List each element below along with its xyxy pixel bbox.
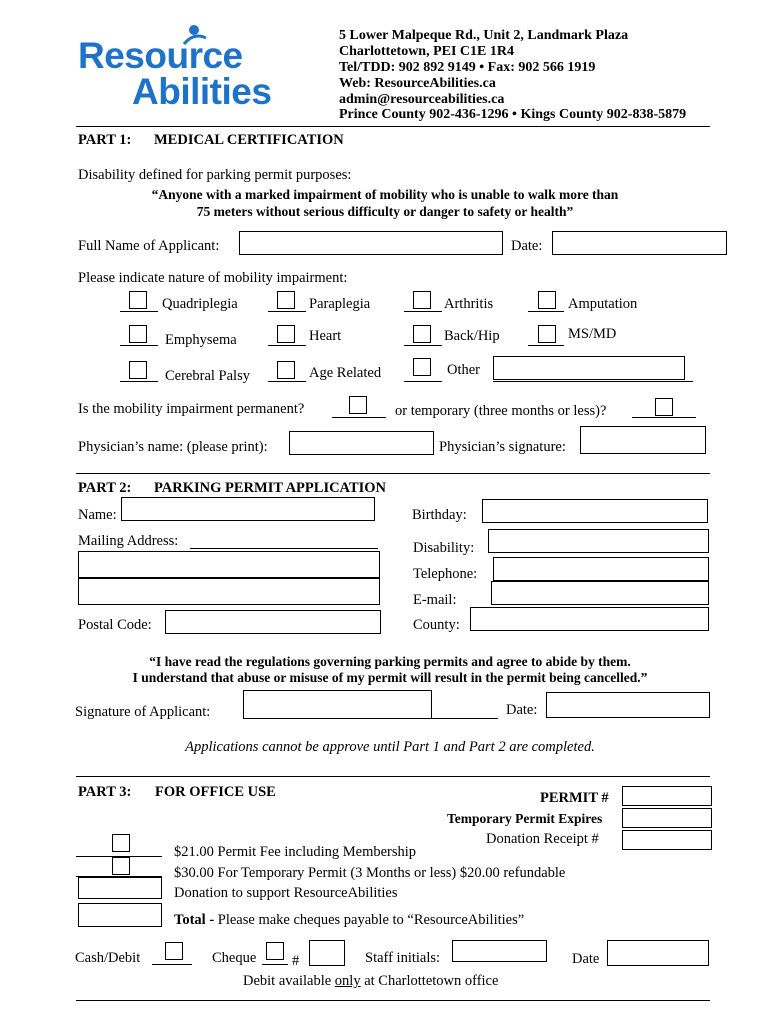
donation-receipt-input[interactable]: [622, 830, 712, 850]
cerebral-palsy-label: Cerebral Palsy: [165, 368, 250, 384]
nature-prompt: Please indicate nature of mobility impairment:: [78, 270, 348, 286]
staff-initials-label: Staff initials:: [365, 950, 441, 966]
cheque-number-input[interactable]: [309, 940, 345, 966]
mailing-address-label: Mailing Address:: [78, 533, 179, 549]
disability-input[interactable]: [488, 529, 709, 553]
part2-divider: [76, 776, 710, 777]
debit-note: Debit available only at Charlottetown office: [243, 973, 499, 989]
definition-quote-line2: 75 meters without serious difficulty or danger to safety or health”: [196, 204, 574, 219]
staff-initials-input[interactable]: [452, 940, 547, 962]
back-hip-label: Back/Hip: [444, 328, 500, 344]
applicant-date-input[interactable]: [546, 692, 710, 718]
total-line: [174, 912, 524, 929]
full-name-input[interactable]: [239, 231, 503, 255]
part1-number: PART 1:: [78, 132, 132, 148]
other-specify-input[interactable]: [493, 356, 685, 380]
name-input[interactable]: [121, 497, 375, 521]
arthritis-checkbox[interactable]: [413, 291, 431, 309]
paraplegia-checkbox[interactable]: [277, 291, 295, 309]
office-date-label: Date: [572, 951, 600, 967]
temp-expires-label: Temporary Permit Expires: [447, 811, 603, 826]
heart-label: Heart: [309, 328, 342, 344]
website: Web: ResourceAbilities.ca: [339, 76, 496, 91]
agreement-line2: I understand that abuse or misuse of my permit will result in the permit being cancelled.”: [132, 670, 648, 685]
part3-title: FOR OFFICE USE: [155, 784, 276, 800]
permit-number-label: PERMIT #: [540, 790, 609, 806]
temporary-fee-label: $30.00 For Temporary Permit (3 Months or less) $20.00 refundable: [174, 865, 566, 881]
mailing-address-line2-input[interactable]: [78, 578, 380, 605]
birthday-input[interactable]: [482, 499, 708, 523]
county-label: County:: [413, 617, 460, 633]
telephone-label: Telephone:: [413, 566, 478, 582]
birthday-label: Birthday:: [412, 507, 467, 523]
other-label: Other: [447, 362, 481, 378]
cash-debit-checkbox[interactable]: [165, 942, 183, 960]
telephone-input[interactable]: [493, 557, 709, 581]
permanent-question: Is the mobility impairment permanent?: [78, 401, 305, 417]
emphysema-label: Emphysema: [165, 332, 237, 348]
quadriplegia-checkbox[interactable]: [129, 291, 147, 309]
part1-date-label: Date:: [511, 238, 543, 254]
ms-md-label: MS/MD: [568, 326, 617, 342]
agreement-line1: “I have read the regulations governing parking permits and agree to abide by them.: [149, 654, 631, 669]
email-input[interactable]: [491, 581, 709, 605]
cheque-checkbox[interactable]: [266, 942, 284, 960]
physician-signature-label: Physician’s signature:: [439, 439, 566, 455]
address-line2: Charlottetown, PEI C1E 1R4: [339, 44, 514, 59]
age-related-label: Age Related: [309, 365, 382, 381]
header-divider: [76, 126, 710, 127]
heart-checkbox[interactable]: [277, 325, 295, 343]
other-checkbox[interactable]: [413, 358, 431, 376]
full-name-label: Full Name of Applicant:: [78, 238, 220, 254]
part2-title: PARKING PERMIT APPLICATION: [154, 480, 387, 496]
part2-number: PART 2:: [78, 480, 132, 496]
total-instruction: Please make cheques payable to “ResourceAbilities”: [214, 912, 525, 928]
name-label: Name:: [78, 507, 117, 523]
donation-label: Donation to support ResourceAbilities: [174, 885, 398, 901]
age-related-checkbox[interactable]: [277, 361, 295, 379]
office-date-input[interactable]: [607, 940, 709, 966]
postal-code-label: Postal Code:: [78, 617, 152, 633]
emphysema-checkbox[interactable]: [129, 325, 147, 343]
person-icon: [180, 24, 210, 46]
logo: [78, 24, 288, 114]
logo-line2: Abilities: [132, 71, 272, 112]
quadriplegia-label: Quadriplegia: [162, 296, 238, 312]
donation-receipt-label: Donation Receipt #: [486, 831, 599, 847]
disability-label: Disability:: [413, 540, 475, 556]
physician-name-input[interactable]: [289, 431, 434, 455]
applicant-signature-input[interactable]: [243, 690, 432, 719]
email-label: E-mail:: [413, 592, 457, 608]
physician-name-label: Physician’s name: (please print):: [78, 439, 268, 455]
permit-number-input[interactable]: [622, 786, 712, 806]
debit-only: only: [334, 973, 361, 989]
footer-divider: [76, 1000, 710, 1001]
total-amount-input[interactable]: [78, 903, 162, 927]
part1-date-input[interactable]: [552, 231, 727, 255]
arthritis-label: Arthritis: [444, 296, 494, 312]
email-address: admin@resourceabilities.ca: [339, 92, 505, 107]
permit-fee-checkbox[interactable]: [112, 834, 130, 852]
definition-intro: Disability defined for parking permit purposes:: [78, 167, 352, 183]
donation-amount-input[interactable]: [78, 877, 162, 899]
completion-notice: Applications cannot be approve until Part 1 and Part 2 are completed.: [185, 739, 595, 755]
address-line1: 5 Lower Malpeque Rd., Unit 2, Landmark Plaza: [339, 28, 629, 43]
ms-md-checkbox[interactable]: [538, 325, 556, 343]
amputation-label: Amputation: [568, 296, 638, 312]
temporary-checkbox[interactable]: [655, 398, 673, 416]
mailing-address-line1-input[interactable]: [78, 551, 380, 578]
temporary-question: or temporary (three months or less)?: [395, 403, 607, 419]
part1-title: MEDICAL CERTIFICATION: [154, 132, 344, 148]
cheque-hash: #: [292, 953, 300, 969]
permanent-checkbox[interactable]: [349, 396, 367, 414]
applicant-signature-label: Signature of Applicant:: [75, 704, 211, 720]
phone-fax: Tel/TDD: 902 892 9149 • Fax: 902 566 1919: [339, 60, 596, 75]
county-phones: Prince County 902-436-1296 • Kings County 902-838-5879: [339, 107, 687, 122]
definition-quote-line1: “Anyone with a marked impairment of mobility who is unable to walk more than: [151, 187, 619, 202]
postal-code-input[interactable]: [165, 610, 381, 634]
paraplegia-label: Paraplegia: [309, 296, 371, 312]
cheque-label: Cheque: [212, 950, 257, 966]
county-input[interactable]: [470, 607, 709, 631]
part1-divider: [76, 473, 710, 474]
temp-expires-input[interactable]: [622, 808, 712, 828]
total-label: Total -: [174, 912, 215, 928]
temporary-fee-checkbox[interactable]: [112, 857, 130, 875]
permit-fee-label: $21.00 Permit Fee including Membership: [174, 844, 417, 860]
logo-line1: Resource: [78, 35, 243, 76]
cerebral-palsy-checkbox[interactable]: [129, 361, 147, 379]
applicant-date-label: Date:: [506, 702, 538, 718]
physician-signature-input[interactable]: [580, 426, 706, 454]
amputation-checkbox[interactable]: [538, 291, 556, 309]
cash-debit-label: Cash/Debit: [75, 950, 141, 966]
back-hip-checkbox[interactable]: [413, 325, 431, 343]
part3-number: PART 3:: [78, 784, 132, 800]
